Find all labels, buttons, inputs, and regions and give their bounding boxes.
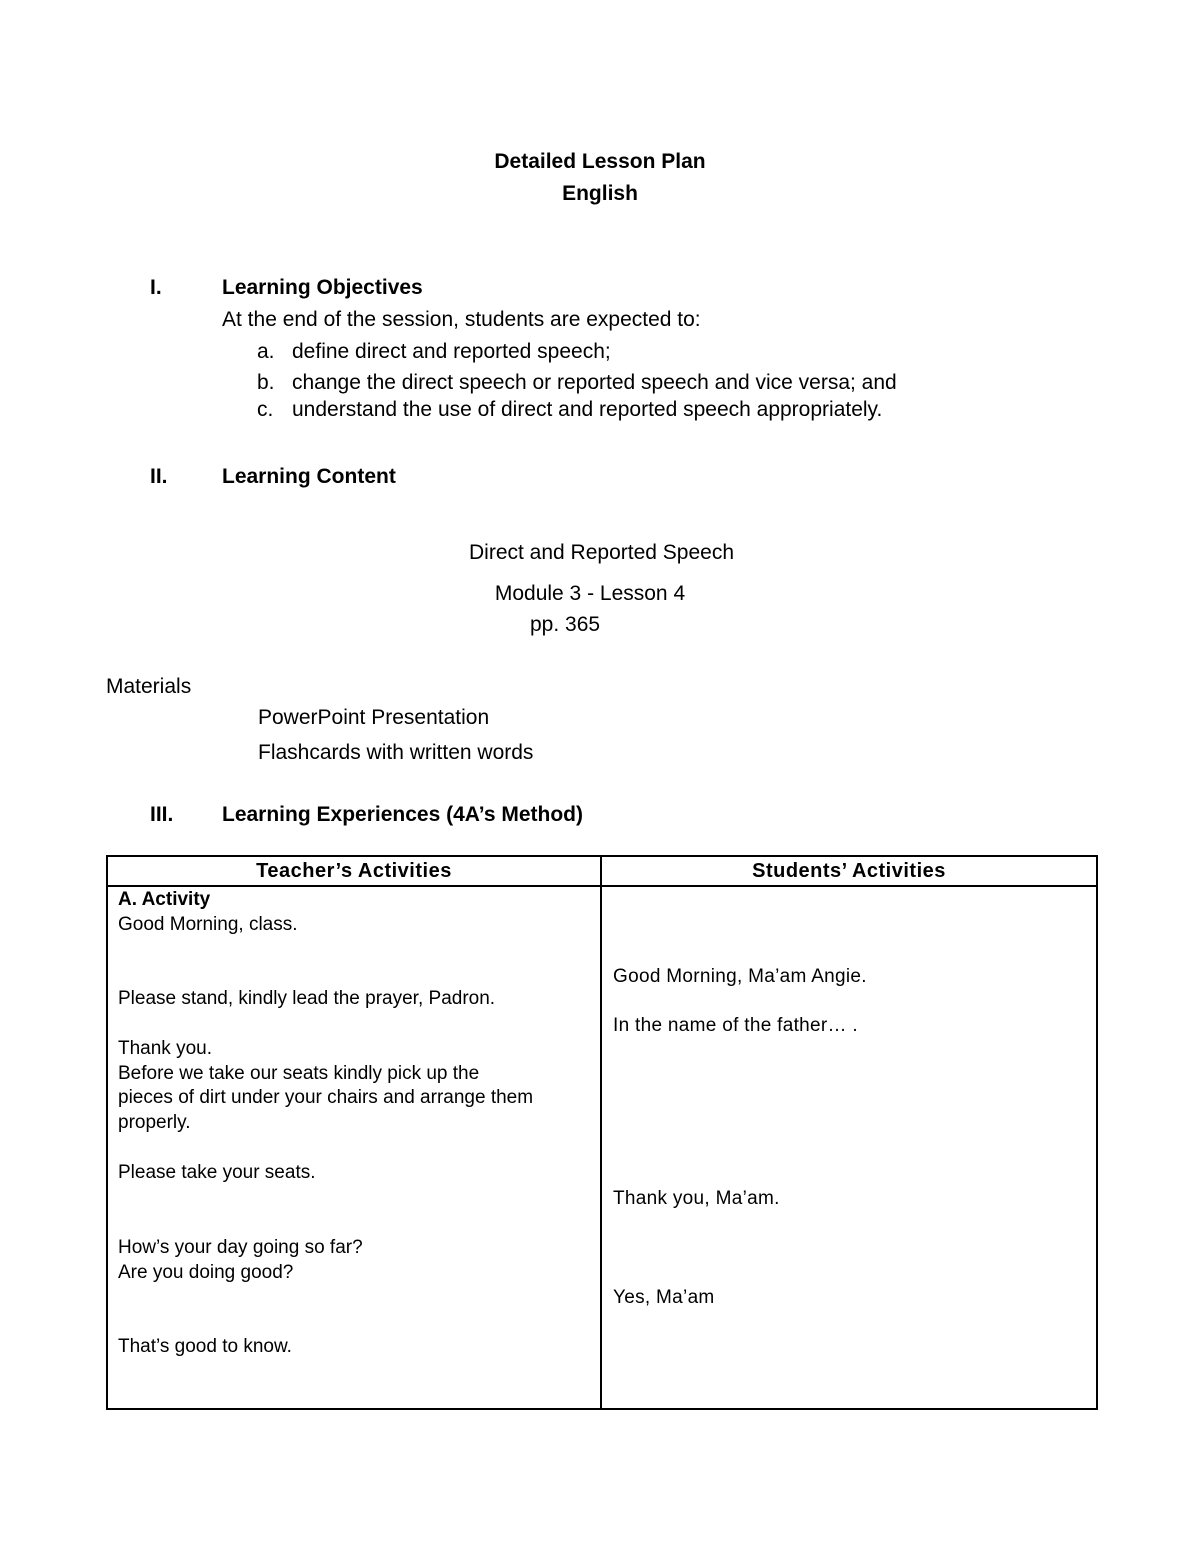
objective-marker: b. — [257, 371, 275, 394]
material-item: Flashcards with written words — [258, 741, 534, 764]
teacher-line: pieces of dirt under your chairs and arrange them — [118, 1087, 534, 1108]
objective-marker: c. — [257, 398, 274, 421]
teacher-line: Please take your seats. — [118, 1162, 316, 1183]
lesson-module: Module 3 - Lesson 4 — [494, 582, 686, 605]
students-activities-header: Students’ Activities — [601, 856, 1097, 886]
objective-text: change the direct speech or reported speech and vice versa; and — [292, 371, 897, 394]
section-3-heading: Learning Experiences (4A’s Method) — [222, 803, 583, 826]
section-2-numeral: II. — [150, 465, 168, 488]
section-1-numeral: I. — [150, 276, 162, 299]
objective-text: define direct and reported speech; — [292, 340, 611, 363]
objectives-intro: At the end of the session, students are expected to: — [222, 308, 701, 331]
document-subject: English — [562, 182, 638, 205]
materials-label: Materials — [106, 675, 192, 698]
lesson-topic: Direct and Reported Speech — [469, 541, 734, 564]
teacher-line: Please stand, kindly lead the prayer, Padron. — [118, 988, 496, 1009]
objective-marker: a. — [257, 340, 275, 363]
activity-label: A. Activity — [118, 889, 211, 910]
students-activities-cell — [601, 886, 1097, 1409]
section-3-numeral: III. — [150, 803, 174, 826]
student-line: In the name of the father… . — [613, 1015, 858, 1036]
section-1-heading: Learning Objectives — [222, 276, 423, 299]
teacher-line: How’s your day going so far? — [118, 1237, 363, 1258]
teacher-line: properly. — [118, 1112, 191, 1133]
student-line: Yes, Ma’am — [613, 1287, 715, 1308]
teacher-activities-header: Teacher’s Activities — [107, 856, 601, 886]
teacher-line: That’s good to know. — [118, 1336, 292, 1357]
lesson-pages: pp. 365 — [530, 613, 601, 636]
teacher-line: Good Morning, class. — [118, 914, 298, 935]
teacher-line: Thank you. — [118, 1038, 212, 1059]
document-title: Detailed Lesson Plan — [494, 150, 706, 173]
material-item: PowerPoint Presentation — [258, 706, 490, 729]
student-line: Thank you, Ma’am. — [613, 1188, 780, 1209]
activities-table — [106, 855, 1098, 1410]
objective-text: understand the use of direct and reported speech appropriately. — [292, 398, 883, 421]
section-2-heading: Learning Content — [222, 465, 396, 488]
teacher-activities-cell — [107, 886, 601, 1409]
teacher-line: Are you doing good? — [118, 1262, 294, 1283]
teacher-line: Before we take our seats kindly pick up the — [118, 1063, 480, 1084]
student-line: Good Morning, Ma’am Angie. — [613, 966, 867, 987]
